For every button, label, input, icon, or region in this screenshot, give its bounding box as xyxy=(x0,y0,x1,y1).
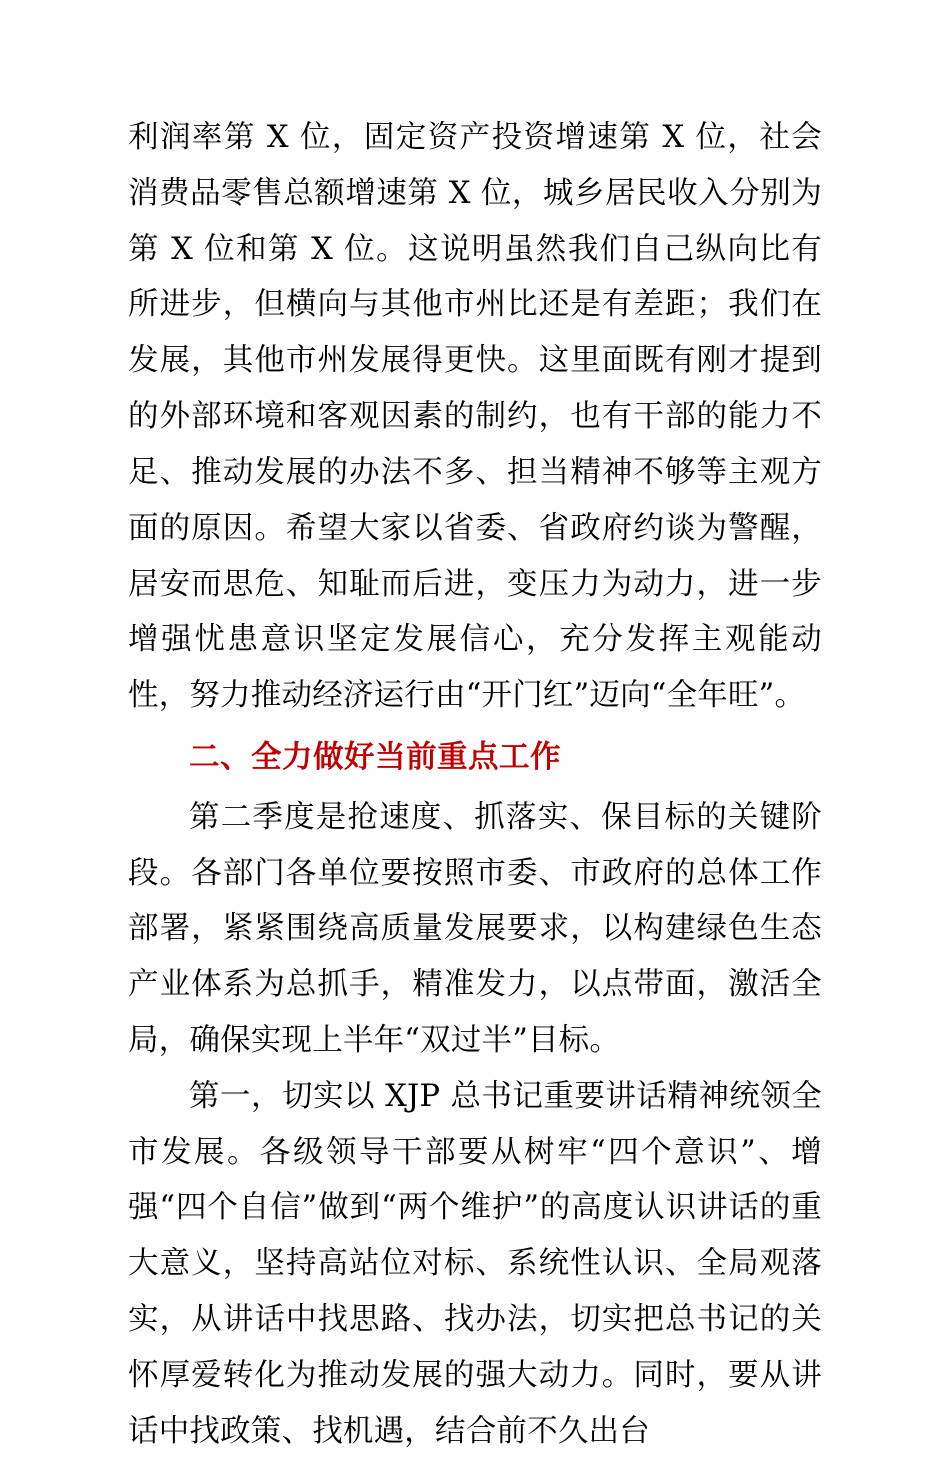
paragraph-second-quarter: 第二季度是抢速度、抓落实、保目标的关键阶段。各部门各单位要按照市委、市政府的总体工作部署，紧紧围绕高质量发展要求，以构建绿色生态产业体系为总抓手，精准发力，以点带面，激活全局，确保实现上半年“双过半”目标。 xyxy=(128,799,822,1058)
paragraph-point-one: 第一，切实以 XJP 总书记重要讲话精神统领全市发展。各级领导干部要从树牢“四个意识”、增强“四个自信”做到“两个维护”的高度认识讲话的重大意义，坚持高站位对标、系统性认识、全局观落实，从讲话中找思路、找办法，切实把总书记的关怀厚爱转化为推动发展的强大动力。同时，要从讲话中找政策、找机遇，结合前不久出台 xyxy=(128,1078,822,1449)
section-heading-2: 二、全力做好当前重点工作 xyxy=(189,738,561,775)
document-body xyxy=(128,110,822,1460)
paragraph-continued: 利润率第 X 位，固定资产投资增速第 X 位，社会消费品零售总额增速第 X 位，城乡居民收入分别为第 X 位和第 X 位。这说明虽然我们自己纵向比有所进步，但横向与其他市州比还是有差距；我们在发展，其他市州发展得更快。这里面既有刚才提到的外部环境和客观因素的制约，也有干部的能力不足、推动发展的办法不多、担当精神不够等主观方面的原因。希望大家以省委、省政府约谈为警醒，居安而思危、知耻而后进，变压力为动力，进一步增强忧患意识坚定发展信心，充分发挥主观能动性，努力推动经济运行由“开门红”迈向“全年旺”。 xyxy=(128,120,822,714)
